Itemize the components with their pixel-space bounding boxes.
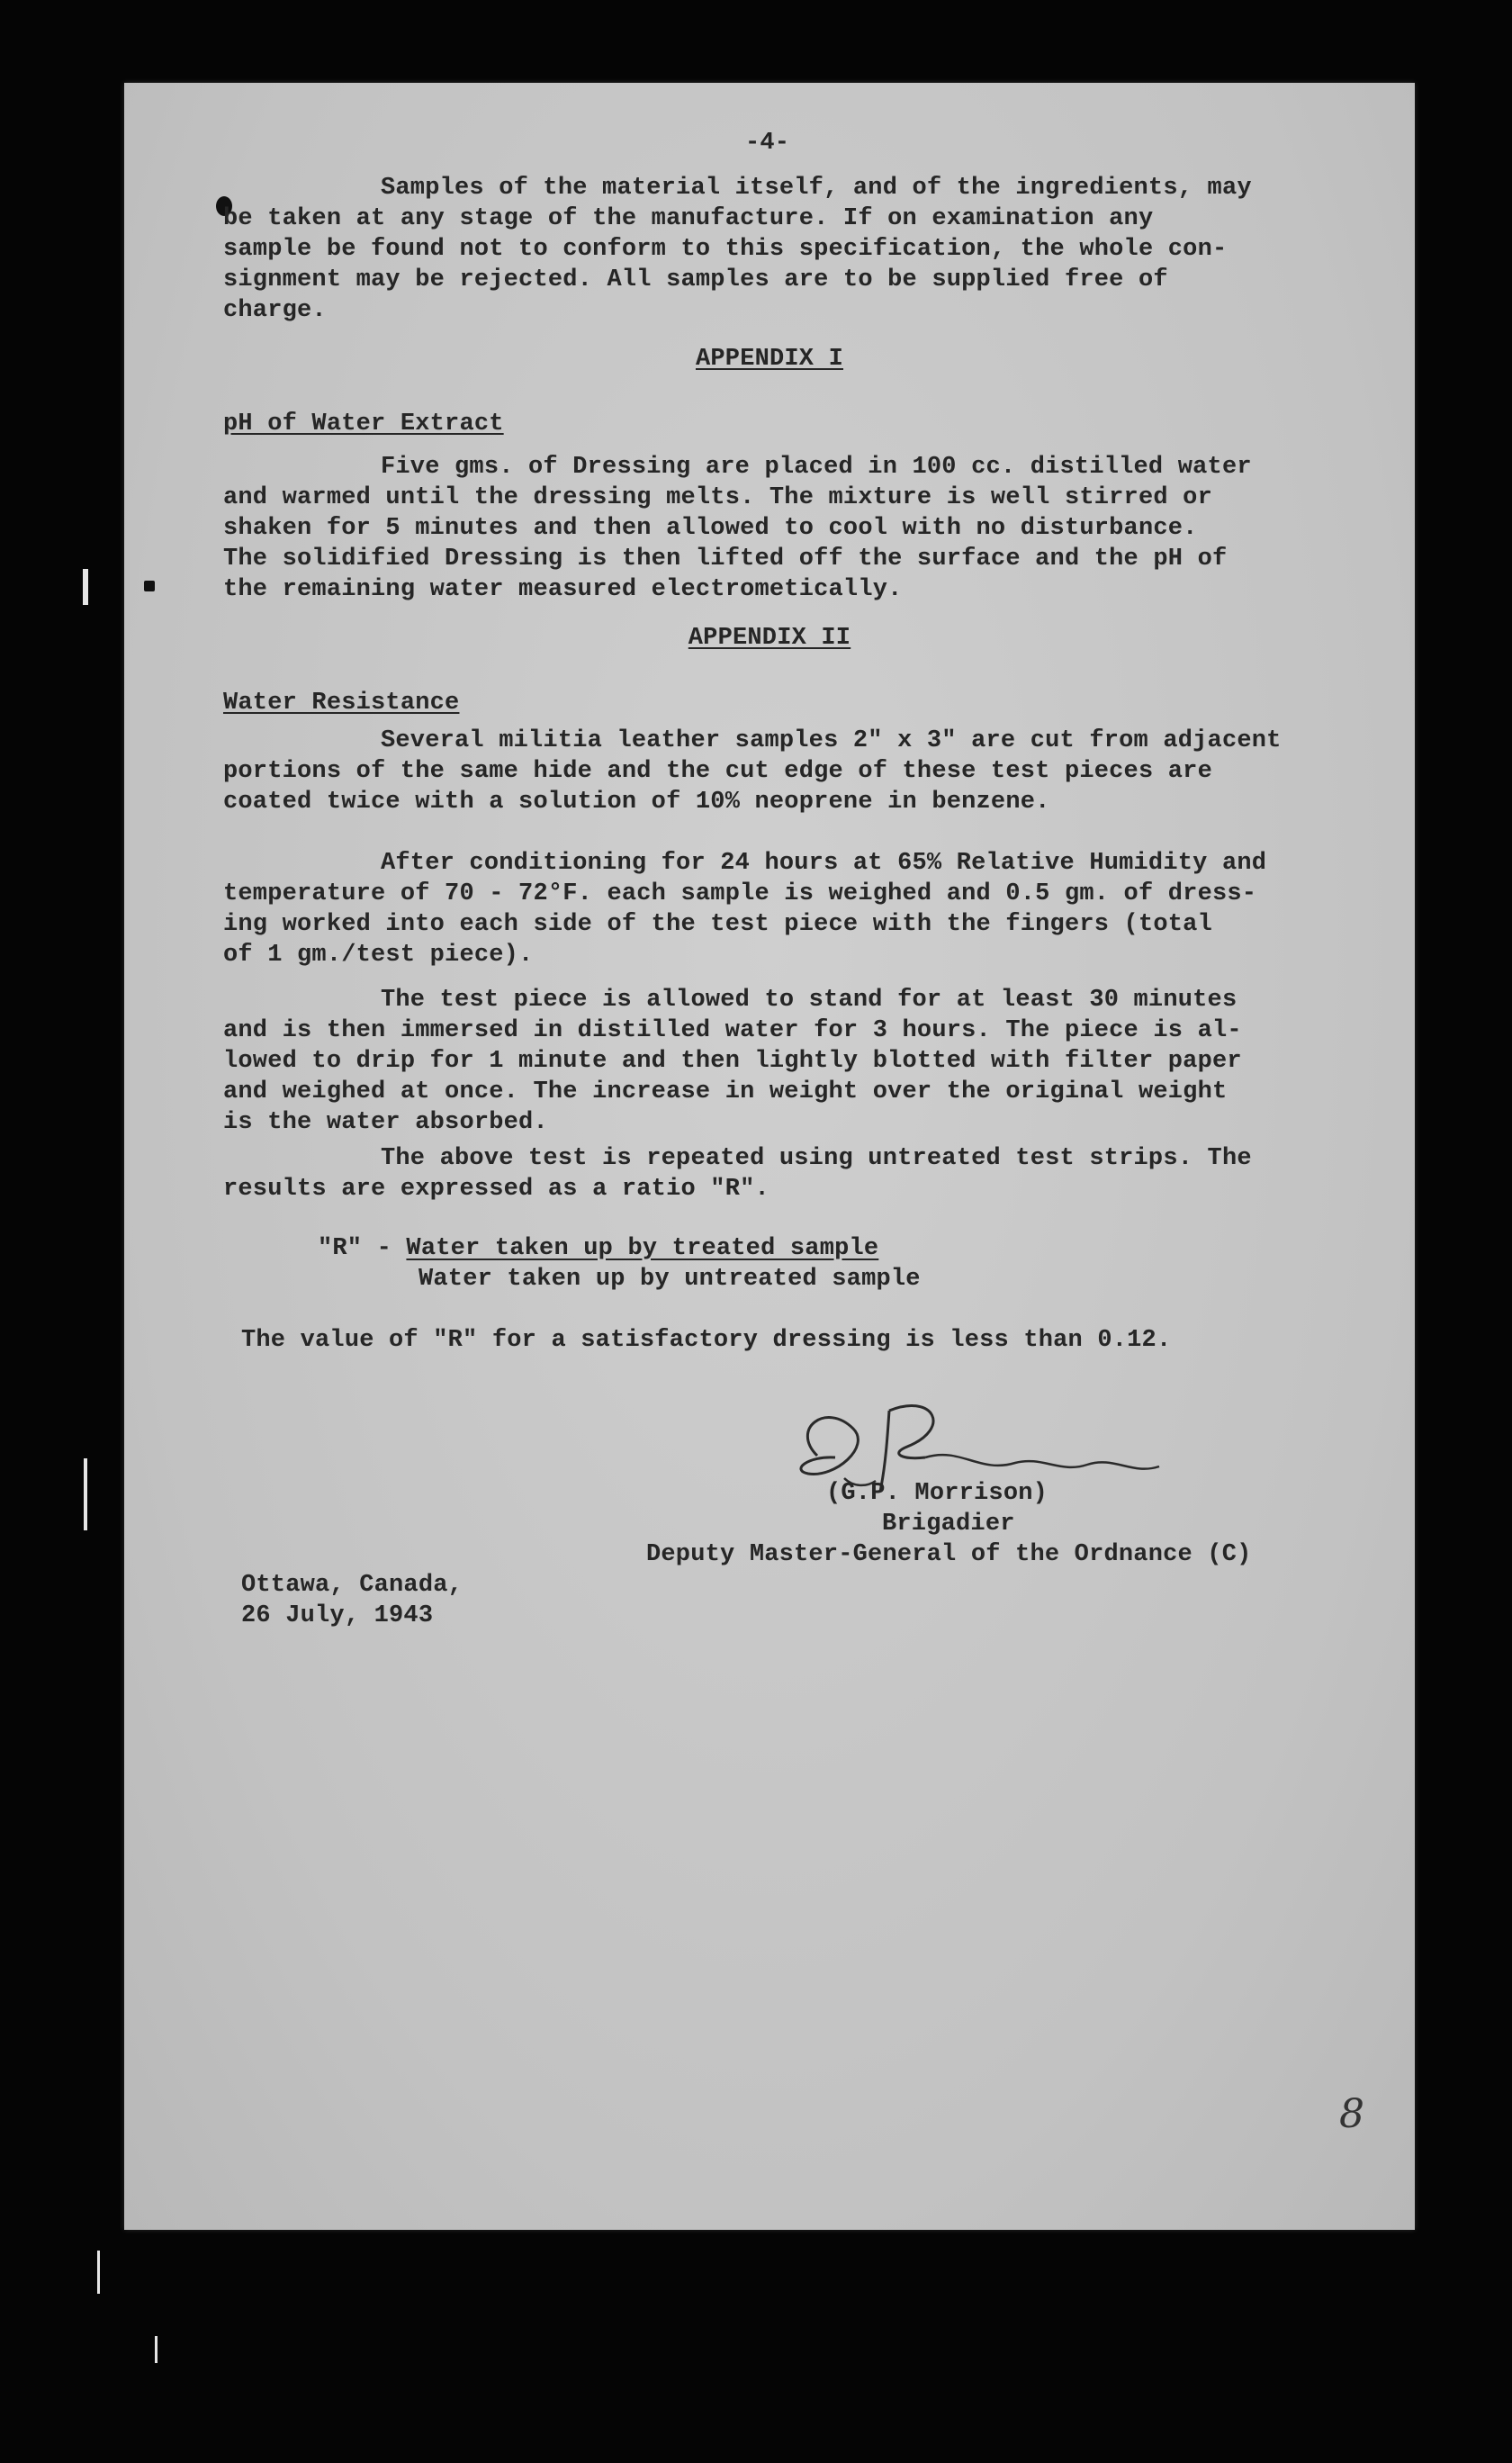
film-edge-mark xyxy=(84,1458,87,1530)
intro-line: sample be found not to conform to this specification, the whole con- xyxy=(223,236,1228,263)
appendix-2-line: and weighed at once. The increase in weight over the original weight xyxy=(223,1078,1228,1105)
appendix-2-line: portions of the same hide and the cut edge of these test pieces are xyxy=(223,758,1212,785)
film-edge-mark xyxy=(155,2336,158,2363)
signatory-title: Deputy Master-General of the Ordnance (C) xyxy=(646,1541,1252,1568)
appendix-2-paragraph-4 xyxy=(223,1143,1321,1204)
intro-line: signment may be rejected. All samples are to be supplied free of xyxy=(223,266,1168,293)
film-edge-mark xyxy=(83,569,88,605)
appendix-1-line: shaken for 5 minutes and then allowed to cool with no disturbance. xyxy=(223,515,1198,542)
ratio-formula xyxy=(318,1233,921,1295)
appendix-2-line: The test piece is allowed to stand for at least 30 minutes xyxy=(381,987,1238,1014)
conclusion-line: The value of "R" for a satisfactory dressing is less than 0.12. xyxy=(241,1327,1172,1354)
appendix-1-line: The solidified Dressing is then lifted off the surface and the pH of xyxy=(223,546,1228,573)
ratio-lhs: "R" - xyxy=(318,1235,407,1262)
appendix-2-line: The above test is repeated using untreated test strips. The xyxy=(381,1145,1252,1172)
appendix-1-line: Five gms. of Dressing are placed in 100 cc. distilled water xyxy=(381,454,1252,481)
signatory-rank: Brigadier xyxy=(882,1511,1015,1538)
ph-water-extract-heading: pH of Water Extract xyxy=(223,410,504,438)
appendix-2-line: temperature of 70 - 72°F. each sample is weighed and 0.5 gm. of dress- xyxy=(223,880,1257,907)
punch-mark xyxy=(144,581,155,591)
signatory-name: (G.P. Morrison) xyxy=(826,1480,1048,1507)
appendix-2-line: coated twice with a solution of 10% neoprene in benzene. xyxy=(223,789,1050,816)
appendix-1-paragraph xyxy=(223,452,1321,605)
appendix-2-title: APPENDIX II xyxy=(688,625,851,652)
document-body xyxy=(124,83,1415,2230)
date: 26 July, 1943 xyxy=(241,1602,434,1629)
appendix-2-line: of 1 gm./test piece). xyxy=(223,942,534,969)
intro-line: be taken at any stage of the manufacture. If on examination any xyxy=(223,205,1154,232)
appendix-2-line: and is then immersed in distilled water for 3 hours. The piece is al- xyxy=(223,1017,1242,1044)
intro-paragraph xyxy=(223,173,1321,326)
appendix-2-line: After conditioning for 24 hours at 65% Relative Humidity and xyxy=(381,850,1267,877)
appendix-2-line: results are expressed as a ratio "R". xyxy=(223,1176,770,1203)
film-edge-mark xyxy=(97,2251,100,2294)
appendix-2-line: lowed to drip for 1 minute and then lightly blotted with filter paper xyxy=(223,1048,1242,1075)
appendix-2-paragraph-3 xyxy=(223,985,1321,1138)
ratio-denominator: Water taken up by untreated sample xyxy=(418,1266,921,1293)
appendix-1-line: the remaining water measured electrometically. xyxy=(223,576,903,603)
water-resistance-heading: Water Resistance xyxy=(223,690,460,717)
appendix-2-line: is the water absorbed. xyxy=(223,1109,548,1136)
appendix-2-paragraph-1 xyxy=(223,726,1321,817)
intro-line: charge. xyxy=(223,297,327,324)
appendix-1-title: APPENDIX I xyxy=(695,346,844,373)
document-sheet xyxy=(124,83,1415,2230)
handwritten-folio-number: 8 xyxy=(1339,2091,1365,2137)
appendix-2-line: Several militia leather samples 2" x 3" are cut from adjacent xyxy=(381,727,1282,754)
place: Ottawa, Canada, xyxy=(241,1572,464,1599)
page-number: -4- xyxy=(745,130,790,157)
intro-line: Samples of the material itself, and of the ingredients, may xyxy=(381,175,1252,202)
appendix-2-line: ing worked into each side of the test piece with the fingers (total xyxy=(223,911,1212,938)
appendix-1-line: and warmed until the dressing melts. The mixture is well stirred or xyxy=(223,484,1212,511)
appendix-2-paragraph-2 xyxy=(223,848,1321,970)
ratio-numerator: Water taken up by treated sample xyxy=(406,1235,879,1262)
